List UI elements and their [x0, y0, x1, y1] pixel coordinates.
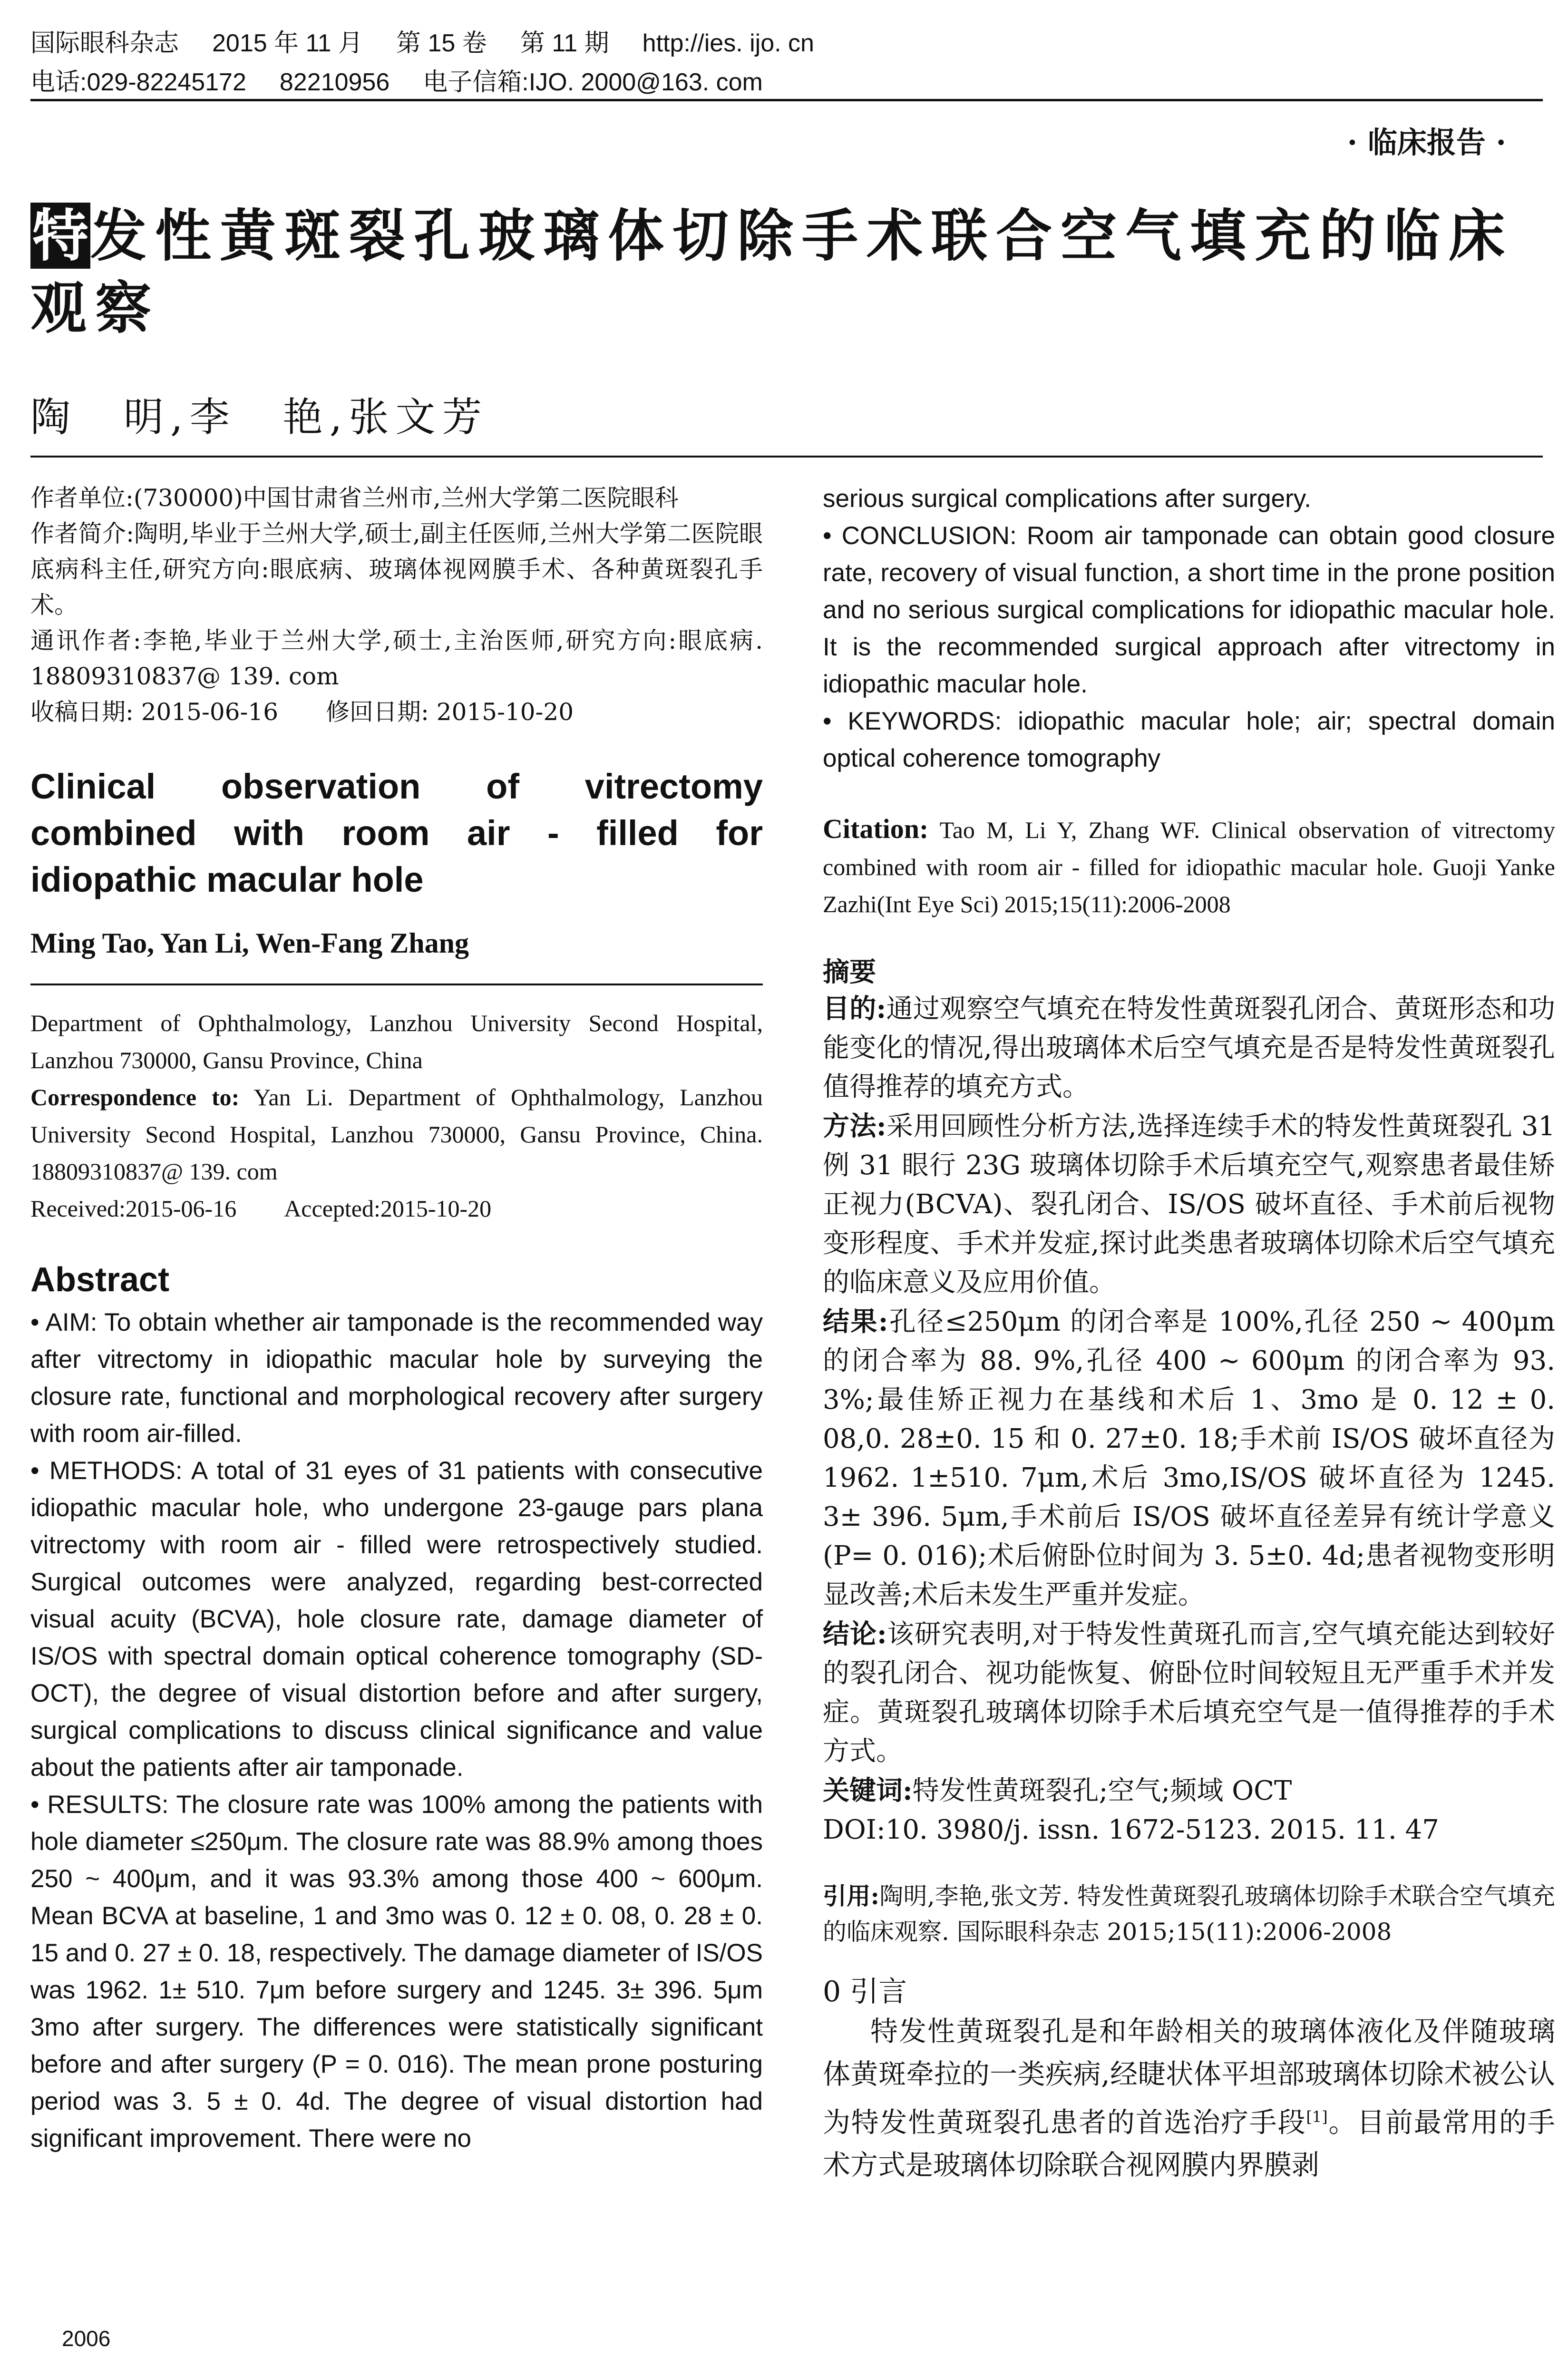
- corresponding-author: 通讯作者:李艳,毕业于兰州大学,硕士,主治医师,研究方向:眼底病. 18809310837@ 139. com: [30, 627, 763, 690]
- title-first-char: 特: [30, 203, 90, 269]
- cn-results-label: 结果:: [823, 1306, 888, 1337]
- cn-citation-text: 陶明,李艳,张文芳. 特发性黄斑裂孔玻璃体切除手术联合空气填充的临床观察. 国际眼科杂志 2015;15(11):2006-2008: [823, 1882, 1555, 1946]
- section-intro-heading: 0 引言: [823, 1975, 907, 2008]
- en-correspondence: [30, 1079, 763, 1190]
- en-received: Received:2015-06-16 Accepted:2015-10-20: [30, 1195, 492, 1222]
- cn-aim: [823, 989, 1555, 1107]
- abstract-methods: • METHODS: A total of 31 eyes of 31 patients with consecutive idiopathic macular hole, who undergone 23-gauge pars plana vitrectomy with room air - filled were retrospectively studied. Surgical outcomes were analyzed, regarding best-corrected visual acuity (BCVA), hole closure rate, damage diameter of IS/OS with spectral domain optical coherence tomography (SD-OCT), the degree of visual distortion before and after surgery, surgical complications to discuss clinical significance and value about the patients after air tamponade.: [30, 1457, 763, 1782]
- volume: 第 15 卷: [396, 29, 487, 57]
- abstract-keywords: • KEYWORDS: idiopathic macular hole; air; spectral domain optical coherence tomography: [823, 707, 1555, 772]
- affiliation-rule: [30, 984, 763, 985]
- cn-conclusion: [823, 1615, 1555, 1771]
- en-authors: Ming Tao, Yan Li, Wen-Fang Zhang: [30, 927, 469, 959]
- cn-citation-label: 引用:: [823, 1882, 879, 1910]
- phone2: 82210956: [279, 68, 390, 96]
- correspondence-label: Correspondence to:: [30, 1084, 240, 1111]
- en-department: Department of Ophthalmology, Lanzhou University Second Hospital, Lanzhou 730000, Gansu Province, China: [30, 1010, 763, 1073]
- cn-conclusion-text: 该研究表明,对于特发性黄斑孔而言,空气填充能达到较好的裂孔闭合、视功能恢复、俯卧位时间较短且无严重手术并发症。黄斑裂孔玻璃体切除手术后填充空气是一值得推荐的手术方式。: [823, 1619, 1555, 1767]
- abstract-heading: Abstract: [30, 1261, 170, 1299]
- author-bio: 作者简介:陶明,毕业于兰州大学,硕士,副主任医师,兰州大学第二医院眼底病科主任,研究方向:眼底病、玻璃体视网膜手术、各种黄斑裂孔手术。: [30, 520, 763, 619]
- cn-results-text: 孔径≤250μm 的闭合率是 100%,孔径 250 ~ 400μm 的闭合率为 88. 9%,孔径 400 ~ 600μm 的闭合率为 93. 3%;最佳矫正视力在基线和术后 1、3mo 是 0. 12 ± 0. 08,0. 28±0. 15 和 0. 27±0. 18;手术前 IS/OS 破坏直径为 1962. 1±510. 7μm,术后 3mo,IS/OS 破坏直径为 1245. 3± 396. 5μm,手术前后 IS/OS 破坏直径差异有统计学意义(P= 0. 016);术后俯卧位时间为 3. 5±0. 4d;患者视物变形明显改善;术后未发生严重并发症。: [823, 1306, 1556, 1610]
- abstract-conclusion: • CONCLUSION: Room air tamponade can obtain good closure rate, recovery of visual function, a short time in the prone position and no serious surgical complications for idiopathic macular hole. It is the recommended surgical approach after vitrectomy in idiopathic macular hole.: [823, 522, 1555, 698]
- intro-text2: 。目前最常用的手术方式是玻璃体切除联合视网膜内界膜剥: [823, 2106, 1555, 2182]
- title-rest: 发性黄斑裂孔玻璃体切除手术联合空气填充的临床观察: [30, 203, 1514, 341]
- abstract-results: • RESULTS: The closure rate was 100% among the patients with hole diameter ≤250μm. The closure rate was 88.9% among thoes 250 ~ 400μm, and it was 93.3% among those 400 ~ 600μm. Mean BCVA at baseline, 1 and 3mo was 0. 12 ± 0. 08, 0. 28 ± 0. 15 and 0. 27 ± 0. 18, respectively. The damage diameter of IS/OS was 1962. 1± 510. 7μm before surgery and 1245. 3± 396. 5μm 3mo after surgery. The differences were statistically significant before and after surgery (P = 0. 016). The mean prone posturing period was 3. 5 ± 0. 4d. The degree of visual distortion had significant improvement. There were no: [30, 1791, 763, 2153]
- journal-name: 国际眼科杂志: [30, 29, 179, 57]
- journal-header-line2: [30, 62, 796, 97]
- title-rule: [30, 456, 1543, 458]
- cn-doi[interactable]: DOI:10. 3980/j. issn. 1672-5123. 2015. 11. 47: [823, 1814, 1439, 1845]
- cn-aim-label: 目的:: [823, 993, 886, 1024]
- cn-methods: [823, 1107, 1555, 1302]
- abstract-aim: • AIM: To obtain whether air tamponade is the recommended way after vitrectomy in idiopathic macular hole by surveying the closure rate, functional and morphological recovery after surgery with room air-filled.: [30, 1308, 763, 1448]
- cn-keywords: [823, 1771, 1555, 1811]
- authors-cn: 陶 明,李 艳,张文芳: [30, 394, 489, 440]
- left-column: [30, 480, 763, 2157]
- issue: 第 11 期: [520, 29, 609, 57]
- abstract-results-cont: serious surgical complications after surgery.: [823, 485, 1312, 513]
- page-number: 2006: [62, 2326, 111, 2351]
- issue-date: 2015 年 11 月: [212, 29, 363, 57]
- right-column: [823, 480, 1555, 2186]
- email[interactable]: 电子信箱:IJO. 2000@163. com: [423, 68, 763, 96]
- section-label: · 临床报告 ·: [1347, 125, 1506, 160]
- cn-citation: [823, 1878, 1555, 1950]
- en-citation: [823, 810, 1555, 923]
- intro-text: 特发性黄斑裂孔是和年龄相关的玻璃体液化及伴随玻璃体黄斑牵拉的一类疾病,经睫状体平坦部玻璃体切除术被公认为特发性黄斑裂孔患者的首选治疗手段: [823, 2015, 1555, 2139]
- cn-keywords-label: 关键词:: [823, 1775, 913, 1806]
- intro-ref[interactable]: [1]: [1306, 2108, 1328, 2126]
- phone: 电话:029-82245172: [30, 68, 246, 96]
- affiliation-unit: 作者单位:(730000)中国甘肃省兰州市,兰州大学第二医院眼科: [30, 484, 679, 512]
- intro-paragraph: [823, 2010, 1555, 2186]
- citation-text: Tao M, Li Y, Zhang WF. Clinical observation of vitrectomy combined with room air - filled for idiopathic macular hole. Guoji Yanke Zazhi(Int Eye Sci) 2015;15(11):2006-2008: [823, 817, 1555, 917]
- cn-aim-text: 通过观察空气填充在特发性黄斑裂孔闭合、黄斑形态和功能变化的情况,得出玻璃体术后空气填充是否是特发性黄斑裂孔值得推荐的填充方式。: [823, 994, 1556, 1102]
- cn-methods-text: 采用回顾性分析方法,选择连续手术的特发性黄斑裂孔 31 例 31 眼行 23G 玻璃体切除手术后填充空气,观察患者最佳矫正视力(BCVA)、裂孔闭合、IS/OS 破坏直径、手术前后视物变形程度、手术并发症,探讨此类患者玻璃体切除术后空气填充的临床意义及应用价值。: [823, 1111, 1555, 1298]
- correspondence-text: Yan Li. Department of Ophthalmology, Lanzhou University Second Hospital, Lanzhou 730000, Gansu Province, China. 18809310837@ 139. com: [30, 1084, 763, 1185]
- en-title: Clinical observation of vitrectomy combined with room air - filled for idiopathic macular hole: [30, 767, 763, 899]
- journal-url[interactable]: http://ies. ijo. cn: [642, 29, 814, 57]
- cn-results: [823, 1302, 1555, 1615]
- cn-methods-label: 方法:: [823, 1111, 886, 1142]
- page-title: [30, 200, 1548, 344]
- cn-abstract-heading: 摘要: [823, 956, 876, 988]
- cn-keywords-text: 特发性黄斑裂孔;空气;频域 OCT: [912, 1775, 1292, 1806]
- citation-label: Citation:: [823, 813, 929, 844]
- header-rule: [30, 99, 1543, 101]
- journal-header-line1: [30, 23, 847, 58]
- cn-conclusion-label: 结论:: [823, 1618, 887, 1650]
- received-dates: 收稿日期: 2015-06-16 修回日期: 2015-10-20: [30, 698, 574, 726]
